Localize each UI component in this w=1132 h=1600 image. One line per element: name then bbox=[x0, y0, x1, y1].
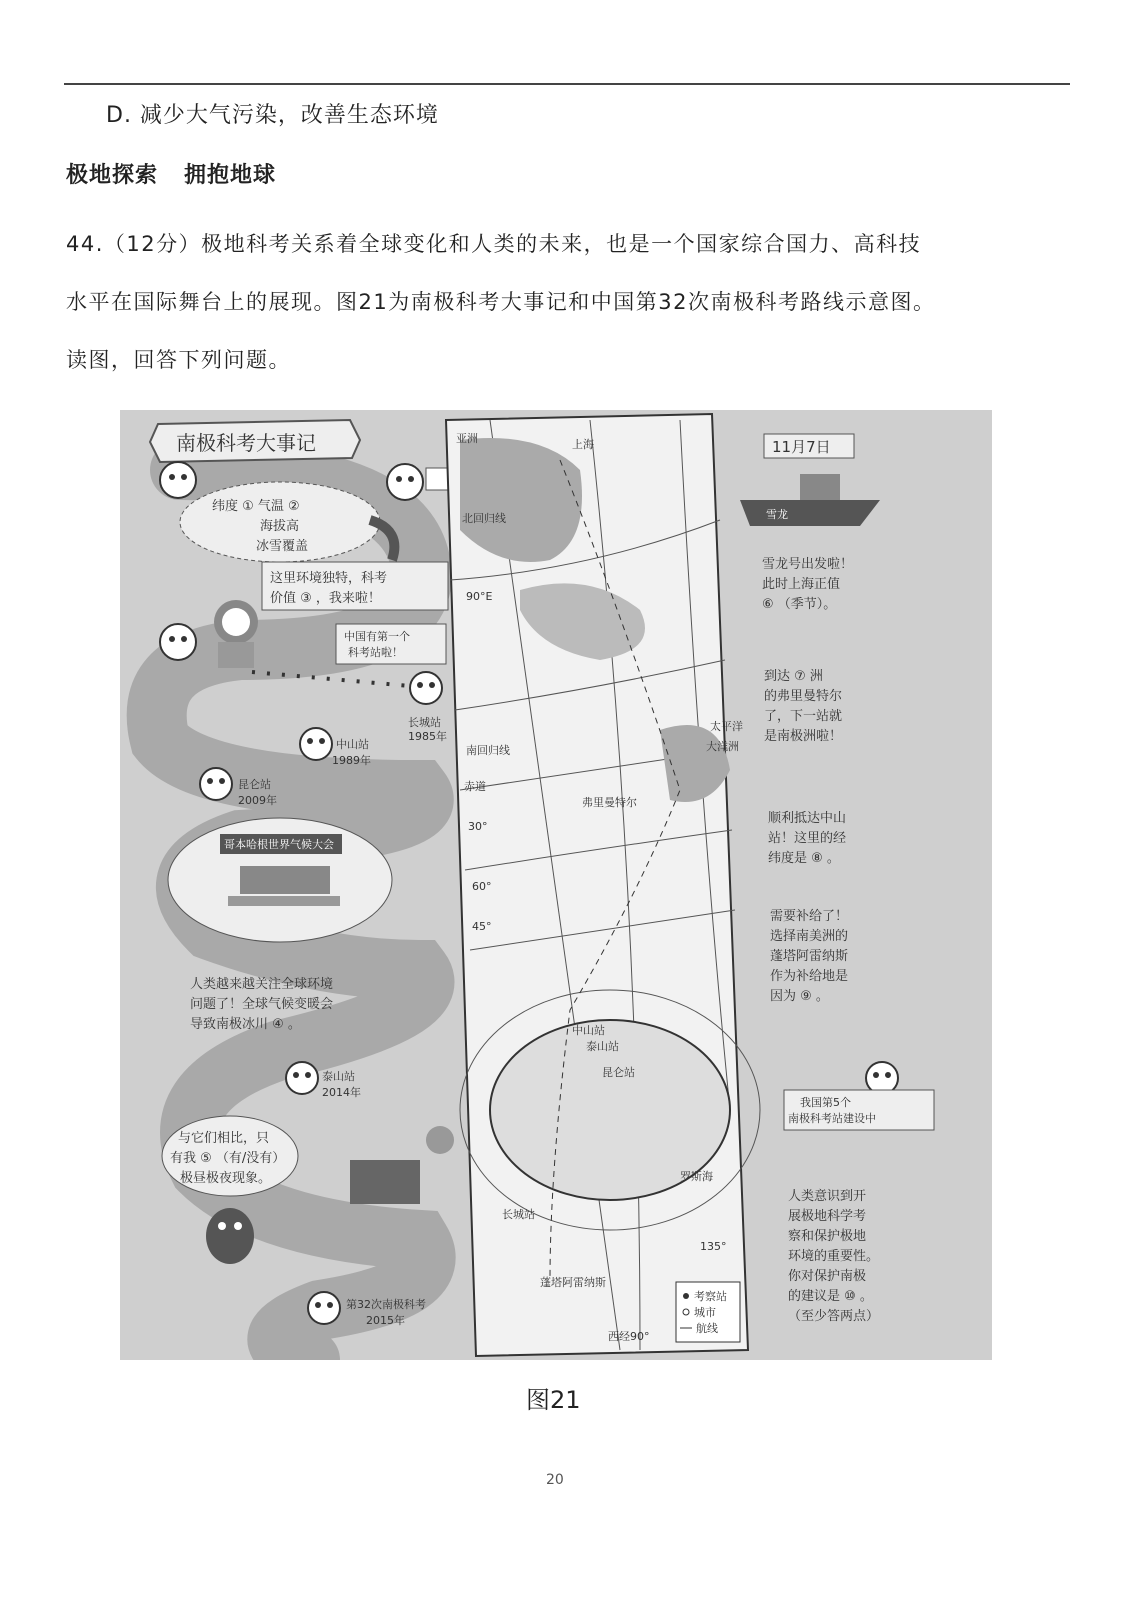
date-sign-text: 11月7日 bbox=[772, 438, 831, 456]
building-tag-line: 我国第5个 bbox=[800, 1096, 851, 1109]
note4-line: 蓬塔阿雷纳斯 bbox=[770, 949, 849, 964]
penguin-icon bbox=[286, 1062, 318, 1094]
degree-label: 南回归线 bbox=[466, 744, 510, 757]
note2-line: 是南极洲啦！ bbox=[764, 729, 843, 744]
bubble-1-line: 纬度 ① 气温 ② bbox=[212, 499, 300, 514]
note3-line: 纬度是 ⑧ 。 bbox=[768, 851, 840, 866]
figure-illustration bbox=[120, 410, 992, 1360]
penguin-group bbox=[350, 1126, 454, 1204]
option-d: D. 减少大气污染，改善生态环境 bbox=[106, 103, 439, 128]
question-line: 读图，回答下列问题。 bbox=[66, 348, 291, 372]
station-name: 中山站 bbox=[336, 738, 369, 751]
station-year: 2014年 bbox=[322, 1086, 361, 1099]
note3-line: 站！这里的经 bbox=[768, 831, 847, 846]
route-map bbox=[446, 414, 760, 1356]
map-label: 大洋洲 bbox=[706, 740, 739, 753]
degree-label: 西经90° bbox=[608, 1330, 650, 1343]
question-line: 44.（12分）极地科考关系着全球变化和人类的未来，也是一个国家综合国力、高科技 bbox=[66, 232, 922, 256]
conference-people bbox=[240, 866, 330, 894]
penguin-character bbox=[206, 1208, 254, 1264]
map-label: 泰山站 bbox=[586, 1040, 619, 1053]
figure-21 bbox=[120, 410, 992, 1360]
expedition-year: 2015年 bbox=[366, 1314, 405, 1327]
note1-line: 此时上海正值 bbox=[762, 577, 841, 592]
degree-label: 90°E bbox=[466, 590, 493, 603]
note4-line: 需要补给了！ bbox=[770, 909, 849, 924]
penguin-speech-line: 有我 ⑤ （有/没有） bbox=[170, 1151, 286, 1166]
ice-floe bbox=[228, 896, 340, 906]
first-station-sign-line: 科考站啦！ bbox=[348, 646, 403, 659]
penguin-icon bbox=[160, 462, 196, 498]
map-label: 太平洋 bbox=[710, 720, 743, 733]
note5-line: 的建议是 ⑩ 。 bbox=[788, 1289, 873, 1304]
map-label: 长城站 bbox=[502, 1208, 535, 1221]
map-label: 罗斯海 bbox=[680, 1170, 713, 1183]
note5-line: 察和保护极地 bbox=[788, 1229, 867, 1244]
expedition-title: 第32次南极科考 bbox=[346, 1298, 426, 1311]
note1-line: 雪龙号出发啦！ bbox=[762, 557, 854, 572]
question-44 bbox=[66, 215, 1076, 389]
station-year: 1985年 bbox=[408, 730, 447, 743]
note5-line: （至少答两点） bbox=[788, 1309, 880, 1324]
station-name: 长城站 bbox=[408, 716, 441, 729]
station-name: 泰山站 bbox=[322, 1070, 355, 1083]
banner-title: 南极科考大事记 bbox=[176, 431, 316, 455]
building-tag-line: 南极科考站建设中 bbox=[788, 1112, 876, 1125]
penguin-icon bbox=[300, 728, 332, 760]
station-legend-icon bbox=[683, 1293, 689, 1299]
section-title-right: 拥抱地球 bbox=[184, 163, 277, 188]
climate-text-line: 导致南极冰川 ④ 。 bbox=[190, 1017, 301, 1032]
penguin-speech-line: 与它们相比，只 bbox=[178, 1131, 270, 1146]
question-line: 水平在国际舞台上的展现。图21为南极科考大事记和中国第32次南极科考路线示意图。 bbox=[66, 290, 936, 314]
note4-line: 作为补给地是 bbox=[770, 969, 849, 984]
station-name: 昆仑站 bbox=[238, 778, 271, 791]
first-station-sign-line: 中国有第一个 bbox=[344, 630, 410, 643]
bubble-1-line: 冰雪覆盖 bbox=[256, 539, 309, 554]
note3-line: 顺利抵达中山 bbox=[768, 811, 847, 826]
note4-line: 因为 ⑨ 。 bbox=[770, 989, 829, 1004]
degree-label: 135° bbox=[700, 1240, 727, 1253]
note2-line: 到达 ⑦ 洲 bbox=[764, 669, 823, 684]
climate-text-line: 人类越来越关注全球环境 bbox=[190, 977, 334, 992]
section-title bbox=[66, 158, 276, 189]
note4-line: 选择南美洲的 bbox=[770, 929, 849, 944]
degree-label: 北回归线 bbox=[462, 512, 506, 525]
note5-line: 展极地科学考 bbox=[788, 1209, 867, 1224]
ship-icon bbox=[740, 474, 880, 526]
climate-text-line: 问题了！全球气候变暖会 bbox=[190, 997, 334, 1012]
map-label: 亚洲 bbox=[456, 432, 478, 445]
note2-line: 了，下一站就 bbox=[764, 709, 843, 724]
degree-label: 30° bbox=[468, 820, 488, 833]
note5-line: 你对保护南极 bbox=[788, 1269, 867, 1284]
penguin-icon bbox=[160, 624, 196, 660]
penguin-icon bbox=[410, 672, 442, 704]
legend-label: 城市 bbox=[694, 1306, 716, 1319]
bubble-2-line: 这里环境独特，科考 bbox=[270, 571, 388, 586]
legend-label: 考察站 bbox=[694, 1290, 727, 1303]
section-title-left: 极地探索 bbox=[66, 163, 159, 188]
degree-label: 60° bbox=[472, 880, 492, 893]
degree-label: 45° bbox=[472, 920, 492, 933]
degree-label: 赤道 bbox=[464, 780, 486, 793]
penguin-icon bbox=[308, 1292, 340, 1324]
conference-banner: 哥本哈根世界气候大会 bbox=[224, 838, 334, 851]
bubble-1-line: 海拔高 bbox=[260, 519, 300, 534]
figure-caption: 图21 bbox=[526, 1386, 581, 1414]
penguin-icon bbox=[200, 768, 232, 800]
legend-label: 航线 bbox=[696, 1322, 718, 1335]
map-label: 蓬塔阿雷纳斯 bbox=[540, 1276, 606, 1289]
map-label: 昆仑站 bbox=[602, 1066, 635, 1079]
station-year: 2009年 bbox=[238, 794, 277, 807]
explorer-figure bbox=[214, 600, 258, 668]
penguin-icon bbox=[866, 1062, 898, 1094]
note2-line: 的弗里曼特尔 bbox=[764, 689, 843, 704]
penguin-icon bbox=[387, 464, 423, 500]
header-rule bbox=[64, 83, 1070, 85]
map-label: 弗里曼特尔 bbox=[582, 796, 637, 809]
note5-line: 人类意识到开 bbox=[788, 1189, 867, 1204]
penguin-speech-line: 极昼极夜现象。 bbox=[180, 1171, 272, 1186]
ship-name: 雪龙 bbox=[766, 508, 788, 521]
note5-line: 环境的重要性。 bbox=[788, 1249, 880, 1264]
bubble-2-line: 价值 ③ ，我来啦！ bbox=[270, 591, 381, 606]
station-year: 1989年 bbox=[332, 754, 371, 767]
map-label: 上海 bbox=[572, 438, 594, 451]
page-number: 20 bbox=[546, 1472, 564, 1488]
note1-line: ⑥ （季节）。 bbox=[762, 597, 837, 612]
map-label: 中山站 bbox=[572, 1024, 605, 1037]
